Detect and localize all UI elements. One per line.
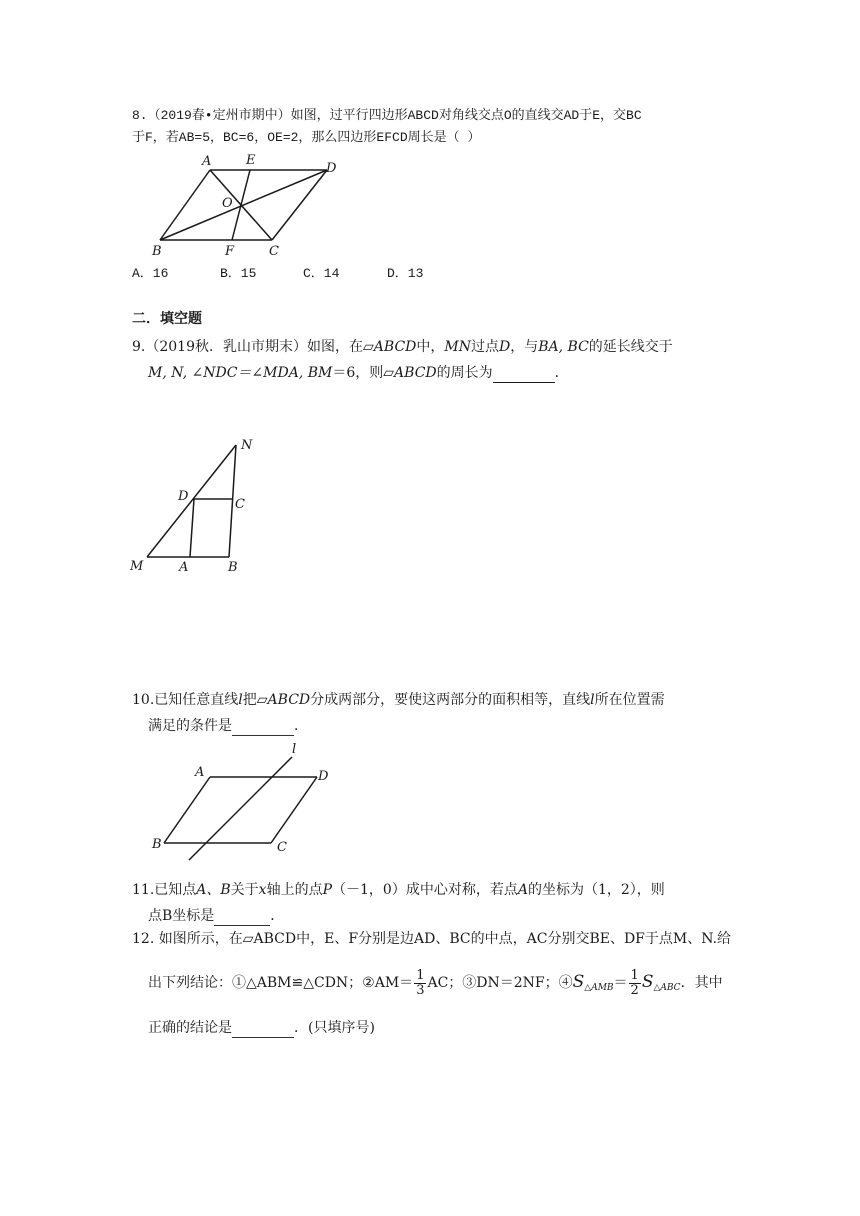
q9-label-m: M: [130, 559, 144, 574]
q9-label-c: C: [235, 497, 245, 512]
q8-diagonal-bd: [160, 170, 327, 240]
q8-label-d: D: [326, 161, 337, 176]
q10-line2: 满足的条件是 ．: [148, 718, 308, 734]
q8-choice-c: C．14: [303, 266, 340, 281]
q8-line1: 8.（2019春•定州市期中）如图，过平行四边形ABCD对角线交点O的直线交AD于E，交BC: [132, 108, 642, 123]
fraction-one-half: $\frac{1}{2}$: [630, 967, 639, 998]
q10-label-b: B: [152, 837, 162, 852]
q8-line2: 于F，若AB=5，BC=6，OE=2，那么四边形EFCD周长是（ ）: [132, 130, 481, 145]
q12-line2: 出下列结论：①△ABM≌△CDN；②AM＝ $\frac{1}{3}$ AC；③DN＝2NF；$④S_{\triangle AMB}=$ $\frac{1}{2}$ $S_{\triangle ABC}$．其中: [148, 967, 723, 998]
q8-line-ef: [232, 170, 250, 240]
q8-choice-d: D．13: [387, 266, 424, 281]
q8-label-o: O: [222, 196, 233, 211]
q9-label-d: D: [178, 489, 189, 504]
q8-side-ab: [160, 170, 210, 240]
q8-label-a: A: [202, 154, 212, 169]
q9-line2: M, N, ∠NDC＝∠MDA, BM＝6，则▱ABCD的周长为 ．: [148, 365, 569, 381]
parallelogram-symbol: ▱: [363, 339, 374, 355]
q9-label-n: N: [241, 438, 253, 453]
q10-line-l: [189, 757, 292, 860]
parallelogram-symbol: ▱: [256, 692, 268, 708]
q10-side-dc: [271, 777, 317, 843]
q8-label-b: B: [152, 244, 162, 259]
q8-choice-a: A．16: [132, 266, 169, 281]
q8-choice-b: B．15: [220, 266, 257, 281]
q8-label-e: E: [246, 153, 256, 168]
q8-label-f: F: [225, 244, 235, 259]
q11-answer-blank[interactable]: [214, 910, 270, 926]
q11-line2: 点B坐标是 ．: [148, 908, 285, 924]
q9-line1: 9.（2019秋．乳山市期末）如图，在▱ABCD中，MN过点D，与BA, BC的延长线交于: [132, 339, 673, 355]
q9-label-a: A: [179, 560, 189, 575]
q10-answer-blank[interactable]: [232, 720, 294, 736]
q9-line-bn: [229, 445, 236, 557]
q10-line1: 10.已知任意直线l把▱ABCD分成两部分，要使这两部分的面积相等，直线l所在位置需: [132, 692, 665, 708]
q9-label-b: B: [228, 560, 238, 575]
q9-line-mn: [147, 445, 236, 557]
q10-label-l: l: [292, 742, 297, 757]
q11-line1: 11.已知点A、B关于x轴上的点P（－1，0）成中心对称，若点A的坐标为（1，2），则: [132, 882, 665, 898]
q10-label-a: A: [195, 765, 205, 780]
q10-label-d: D: [318, 769, 329, 784]
q9-line-da: [190, 499, 194, 557]
q10-side-ab: [164, 777, 210, 843]
section-title: 二．填空题: [132, 311, 202, 327]
parallelogram-symbol: ▱: [383, 365, 395, 381]
q8-diagonal-ac: [210, 170, 272, 240]
q12-line3: 正确的结论是 ．(只填序号): [148, 1020, 375, 1036]
q12-line1: 12. 如图所示，在▱ABCD中，E、F分别是边AD、BC的中点，AC分别交BE、DF于点M、N.给: [132, 931, 732, 947]
fraction-one-third: $\frac{1}{3}$: [416, 967, 425, 998]
q9-answer-blank[interactable]: [493, 367, 555, 383]
parallelogram-symbol: ▱: [242, 931, 254, 947]
q10-label-c: C: [277, 840, 287, 855]
q8-label-c: C: [269, 244, 279, 259]
q12-answer-blank[interactable]: [232, 1022, 294, 1038]
q8-side-dc: [272, 170, 327, 240]
